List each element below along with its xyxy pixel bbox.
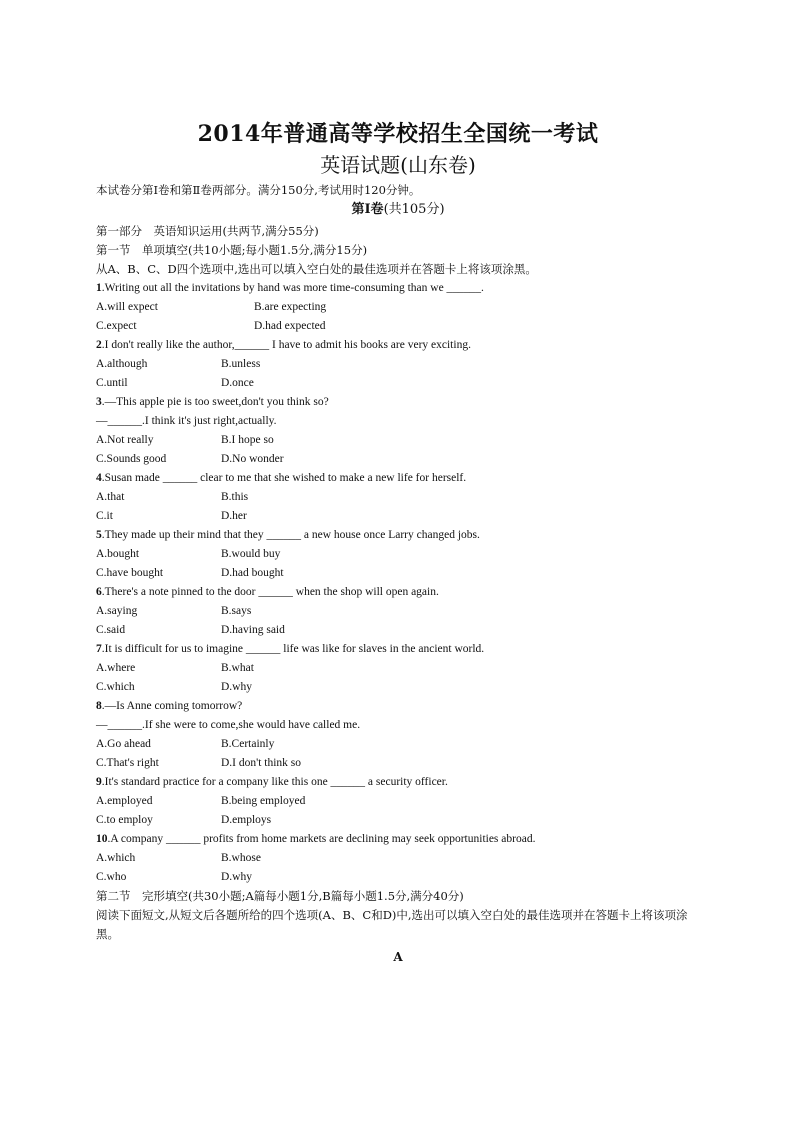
question-stem	[96, 469, 700, 488]
option-row	[96, 317, 700, 336]
exam-intro: 本试卷分第Ⅰ卷和第Ⅱ卷两部分。满分150分,考试用时120分钟。	[96, 183, 421, 197]
option-c: C.which	[96, 681, 135, 693]
question-text: .I don't really like the author,______ I have to admit his books are very exciting.	[101, 339, 471, 351]
option-row	[96, 868, 700, 887]
option-a: A.saying	[96, 605, 138, 617]
option-row	[96, 564, 700, 583]
question-number: 6	[96, 586, 102, 598]
option-b: B.are expecting	[254, 301, 327, 313]
option-c: C.it	[96, 510, 113, 522]
option-d: D.had expected	[254, 320, 326, 332]
question-text: .It's standard practice for a company like this one ______ a security officer.	[101, 776, 448, 788]
exam-page	[96, 120, 700, 968]
option-b: B.unless	[221, 358, 261, 370]
option-b: B.says	[221, 605, 252, 617]
option-a: A.which	[96, 852, 136, 864]
option-b: B.whose	[221, 852, 261, 864]
section1-instructions: 从A、B、C、D四个选项中,选出可以填入空白处的最佳选项并在答题卡上将该项涂黑。	[96, 262, 537, 276]
option-a: A.although	[96, 358, 148, 370]
option-a: A.bought	[96, 548, 140, 560]
option-b: B.I hope so	[221, 434, 274, 446]
question-stem	[96, 279, 700, 298]
question-number: 2	[96, 339, 102, 351]
option-row	[96, 450, 700, 469]
option-b: B.what	[221, 662, 254, 674]
question-text: .Susan made ______ clear to me that she wished to make a new life for herself.	[101, 472, 467, 484]
option-d: D.once	[221, 377, 254, 389]
option-b: B.Certainly	[221, 738, 275, 750]
option-c: C.until	[96, 377, 128, 389]
option-b: B.being employed	[221, 795, 306, 807]
option-c: C.Sounds good	[96, 453, 167, 465]
option-row	[96, 621, 700, 640]
question-number: 9	[96, 776, 102, 788]
option-c: C.have bought	[96, 567, 164, 579]
question-text: .—Is Anne coming tomorrow?	[101, 700, 243, 712]
question-text: .Writing out all the invitations by hand was more time-consuming than we ______.	[101, 282, 484, 294]
option-row	[96, 735, 700, 754]
question-number: 8	[96, 700, 102, 712]
option-c: C.to employ	[96, 814, 153, 826]
question-text: .—This apple pie is too sweet,don't you think so?	[101, 396, 329, 408]
option-row	[96, 659, 700, 678]
question-text: .It is difficult for us to imagine ______ life was like for slaves in the ancient world.	[101, 643, 485, 655]
option-d: D.I don't think so	[221, 757, 302, 769]
question-stem	[96, 640, 700, 659]
section2-title: 第二节 完形填空(共30小题;A篇每小题1分,B篇每小题1.5分,满分40分)	[96, 889, 464, 903]
section1-title: 第一节 单项填空(共10小题;每小题1.5分,满分15分)	[96, 243, 368, 257]
question-stem	[96, 697, 700, 716]
option-row	[96, 849, 700, 868]
question-stem	[96, 336, 700, 355]
question-stem	[96, 393, 700, 412]
option-row	[96, 754, 700, 773]
option-d: D.why	[221, 681, 252, 693]
option-row	[96, 374, 700, 393]
passage-label: A	[393, 950, 403, 964]
option-b: B.this	[221, 491, 249, 503]
section2-instructions: 阅读下面短文,从短文后各题所给的四个选项(A、B、C和D)中,选出可以填入空白处的最佳选项并在答题卡上将该项涂黑。	[96, 908, 688, 941]
volume-heading	[96, 200, 700, 220]
option-row	[96, 792, 700, 811]
option-c: C.expect	[96, 320, 137, 332]
option-row	[96, 545, 700, 564]
option-d: D.her	[221, 510, 247, 522]
option-a: A.Go ahead	[96, 738, 151, 750]
volume-label: 第Ⅰ卷	[351, 202, 384, 217]
question-list	[96, 279, 700, 887]
option-a: A.will expect	[96, 301, 158, 313]
option-b: B.would buy	[221, 548, 281, 560]
question-number: 7	[96, 643, 102, 655]
option-a: A.where	[96, 662, 136, 674]
option-c: C.who	[96, 871, 127, 883]
volume-note: (共105分)	[383, 202, 445, 217]
option-a: A.employed	[96, 795, 153, 807]
option-d: D.had bought	[221, 567, 284, 579]
option-row	[96, 488, 700, 507]
option-row	[96, 602, 700, 621]
option-row	[96, 298, 700, 317]
exam-subtitle: 英语试题(山东卷)	[320, 153, 476, 177]
option-row	[96, 811, 700, 830]
option-d: D.having said	[221, 624, 285, 636]
option-c: C.That's right	[96, 757, 159, 769]
question-stem	[96, 526, 700, 545]
exam-title: 2014年普通高等学校招生全国统一考试	[197, 121, 599, 147]
option-a: A.Not really	[96, 434, 154, 446]
question-text: .A company ______ profits from home markets are declining may seek opportunities abroad.	[107, 833, 536, 845]
option-row	[96, 507, 700, 526]
option-d: D.why	[221, 871, 252, 883]
part1-title: 第一部分 英语知识运用(共两节,满分55分)	[96, 224, 319, 238]
question-stem	[96, 773, 700, 792]
option-row	[96, 678, 700, 697]
option-a: A.that	[96, 491, 125, 503]
question-dialog-line: —______.I think it's just right,actually.	[96, 415, 277, 427]
question-text: .They made up their mind that they ______ a new house once Larry changed jobs.	[101, 529, 480, 541]
question-number: 3	[96, 396, 102, 408]
option-d: D.employs	[221, 814, 272, 826]
option-c: C.said	[96, 624, 126, 636]
question-stem	[96, 830, 700, 849]
option-row	[96, 431, 700, 450]
option-row	[96, 355, 700, 374]
question-stem	[96, 583, 700, 602]
option-d: D.No wonder	[221, 453, 284, 465]
question-number: 5	[96, 529, 102, 541]
question-number: 1	[96, 282, 102, 294]
question-dialog-line: —______.If she were to come,she would have called me.	[96, 719, 361, 731]
question-text: .There's a note pinned to the door ______ when the shop will open again.	[101, 586, 439, 598]
question-number: 10	[96, 833, 108, 845]
question-number: 4	[96, 472, 102, 484]
